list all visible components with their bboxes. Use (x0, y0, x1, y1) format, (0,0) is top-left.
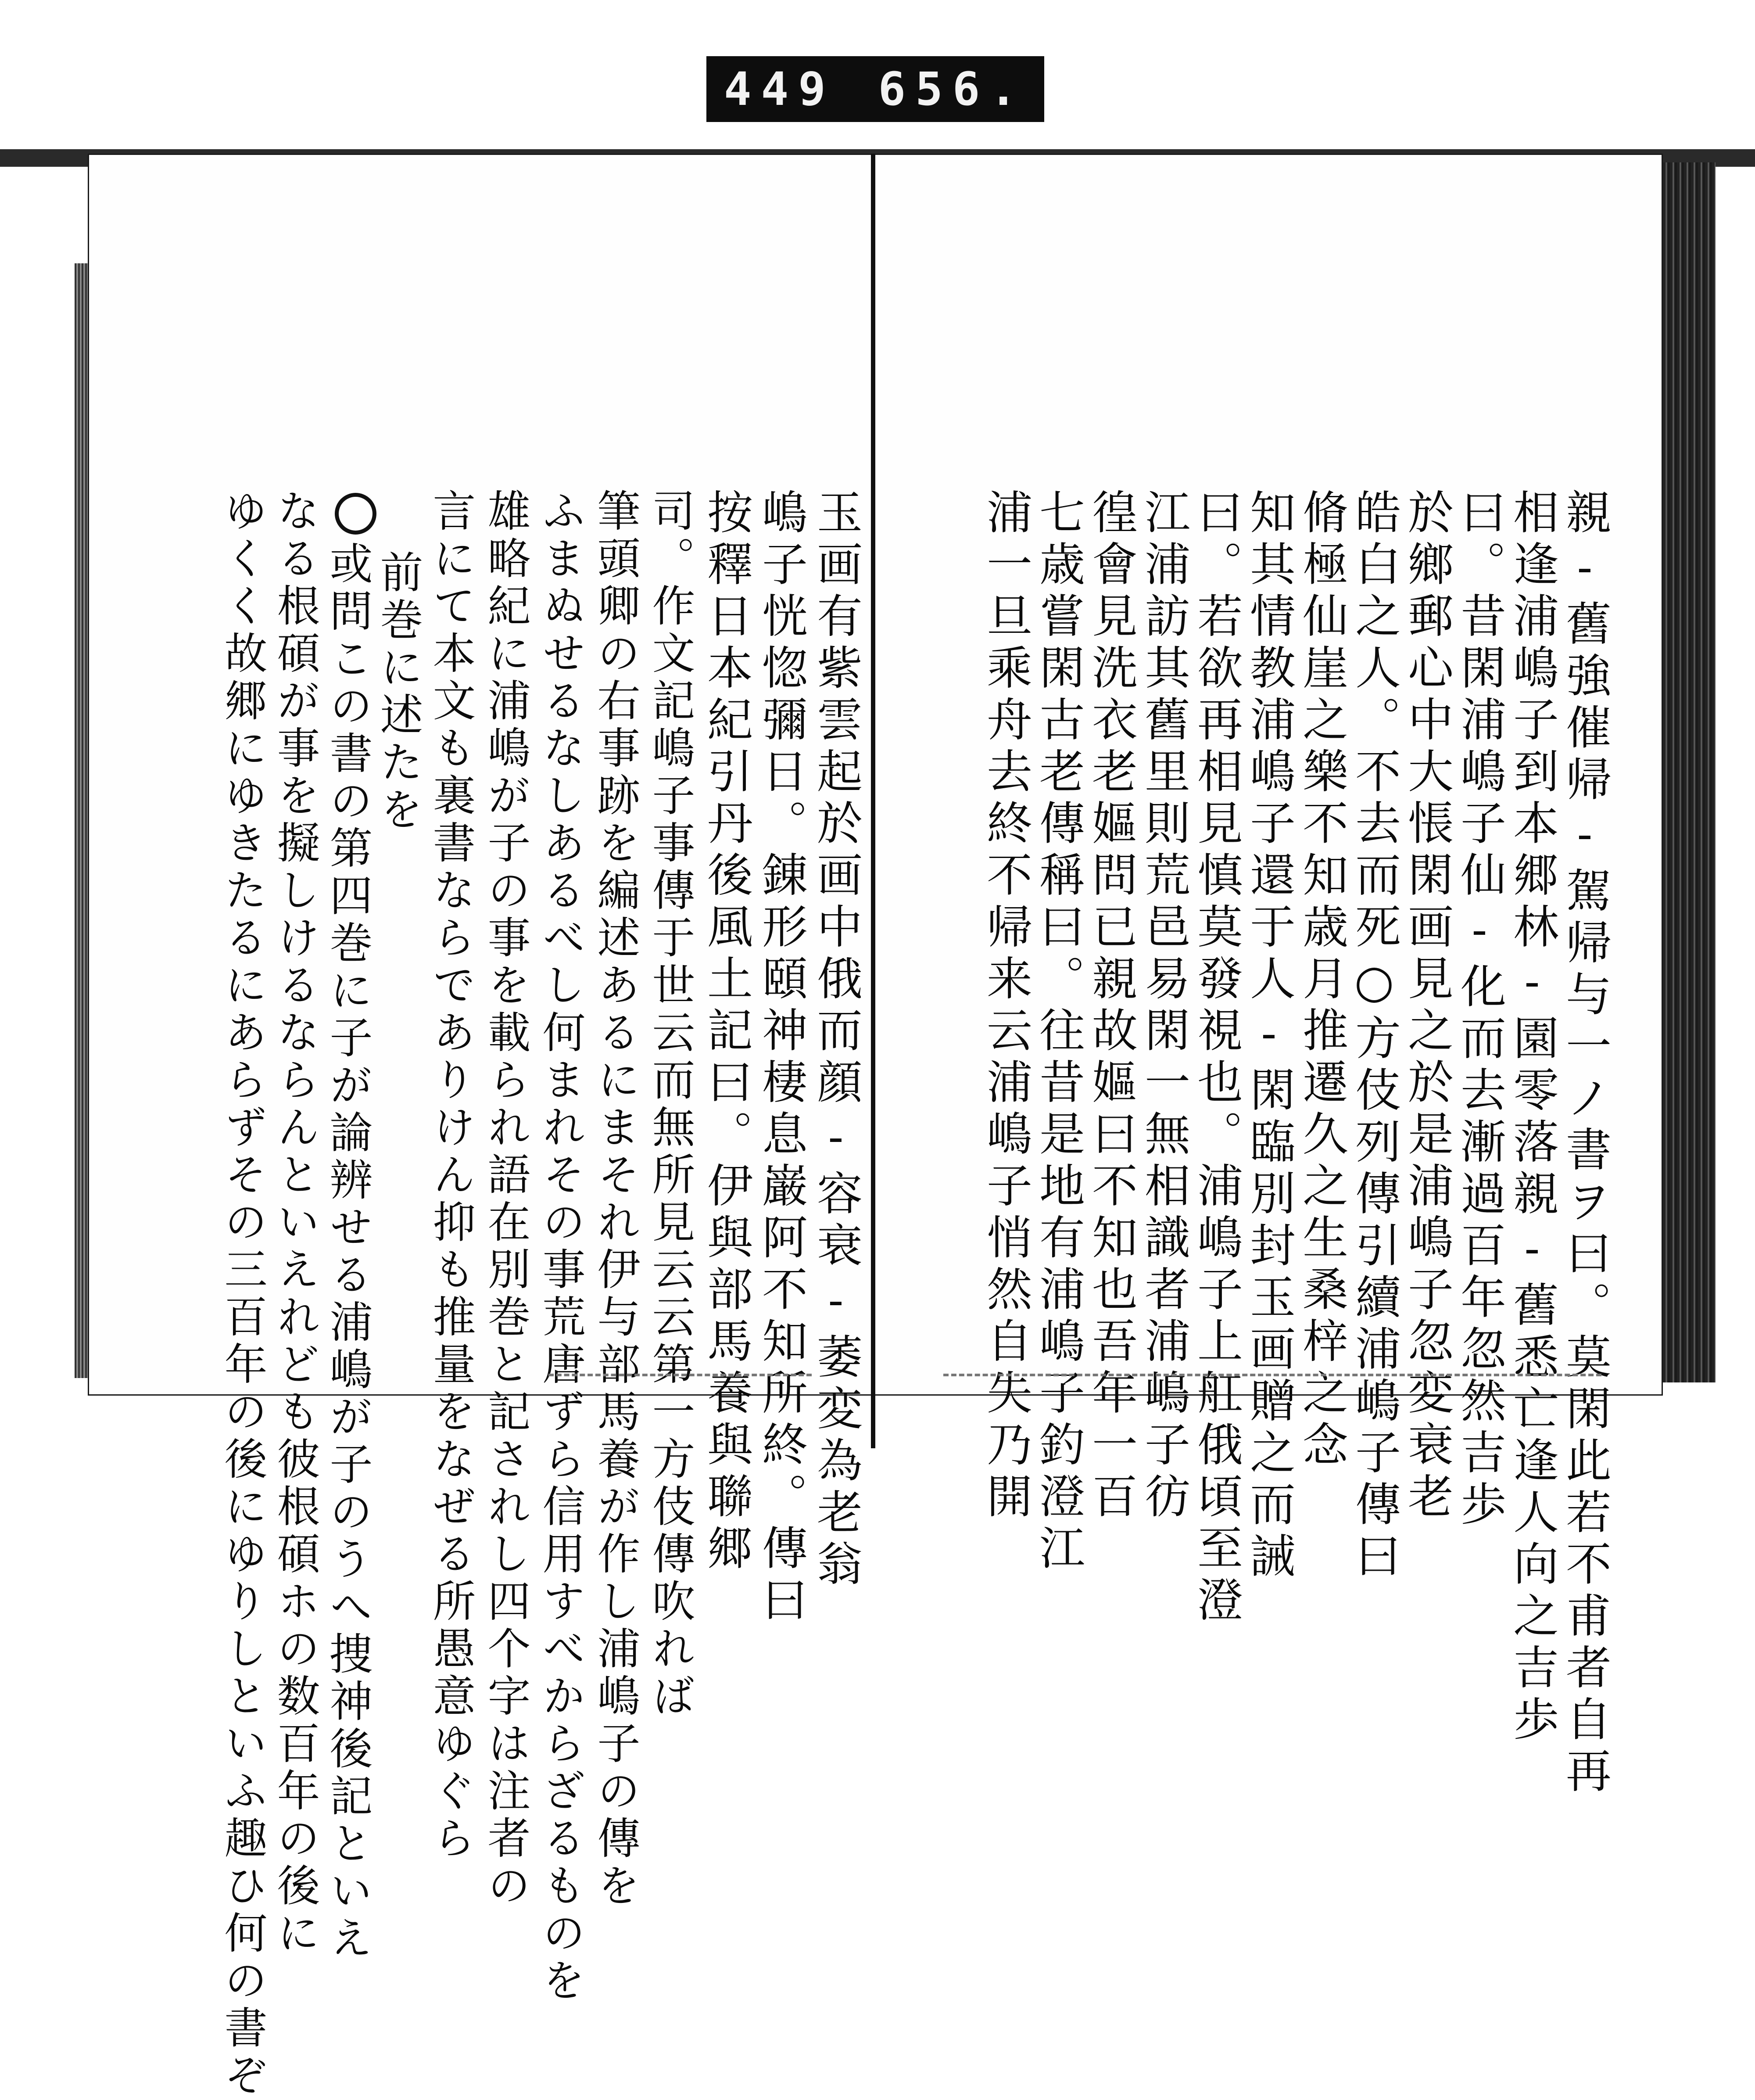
left-column-12: ゆくく故郷にゆきたるにあらずその三百年の後にゆりしといふ趣ひ何の書ぞ (217, 488, 267, 2100)
right-column-11: 七歳嘗閑古老傳稱曰。往昔是地有浦嶋子釣澄江 (1032, 488, 1085, 1576)
left-column-3: 按釋日本紀引丹後風土記曰。伊與部馬養與聯郷 (699, 488, 753, 1576)
frame-number-left: 449 (724, 62, 835, 116)
left-column-4: 司。作文記嶋子事傳于世云而無所見云云第一方伎傳吹れば (645, 488, 695, 1721)
right-column-9: 江浦訪其舊里則荒邑易閑一無相識者浦嶋子彷 (1137, 488, 1190, 1524)
left-column-9: 前巻に述たを (373, 550, 423, 834)
right-column-3: 曰。昔閑浦嶋子仙‐化而去漸過百年忽然吉歩 (1453, 488, 1506, 1532)
book-spine (871, 154, 875, 1448)
right-column-4: 於鄉郵心中大悵閑画見之於是浦嶋子忽変衰老 (1400, 488, 1454, 1524)
left-column-10: 或問この書の第四巻に子が論辨せる浦嶋が子のうへ捜神後記といえ (322, 541, 372, 1963)
right-column-6: 脩極仙崖之樂不知歳月推遷久之生桑梓之念 (1295, 488, 1348, 1472)
right-column-8: 曰。若欲再相見慎莫發視也。浦嶋子上舡俄頃至澄 (1189, 488, 1243, 1628)
left-page-bottom-rule (548, 1374, 812, 1376)
left-column-5: 筆頭卿の右事跡を編述あるにまそれ伊与部馬養が作し浦嶋子の傳を (590, 488, 640, 1910)
right-column-2: 相逢浦嶋子到本郷林‐園零落親‐舊悉亡逢人向之吉歩 (1505, 488, 1559, 1747)
right-column-1: 親‐舊強催帰‐駕帰与一ノ書ヲ曰。莫閑此若不甫者自再 (1558, 488, 1612, 1799)
left-page (88, 154, 878, 2100)
right-page-bottom-rule (943, 1374, 1601, 1376)
left-column-11: なる根碩が事を擬しけるならんといえれども彼根碩ホの数百年の後に (270, 488, 320, 1958)
left-column-7: 雄略紀に浦嶋が子の事を載られ語在別巻と記されし四个字は注者の (480, 488, 530, 1910)
left-column-6: ふまぬせるなしあるべし何まれその事荒唐ずら信用すべからざるものを (535, 488, 585, 2005)
left-column-8: 言にて本文も裏書ならでありけん抑も推量をなぜる所愚意ゆぐら (426, 488, 476, 1863)
right-page (878, 154, 1663, 1799)
right-page-edge (1663, 162, 1716, 1382)
left-column-2: 嶋子恍惚彌日。錬形頤神棲息巌阿不知所終。傳曰 (754, 488, 808, 1628)
left-column-1: 玉画有紫雲起於画中俄而顔‐容衰‐萎変為老翁 (809, 488, 863, 1592)
right-column-5: 皓白之人。不去而死○方伎列傳引續浦嶋子傳曰 (1347, 488, 1401, 1584)
circle-mark-icon (335, 493, 376, 535)
frame-number-right: 656. (878, 62, 1027, 116)
left-page-edge (75, 263, 88, 1378)
right-column-7: 知其情教浦嶋子還于人‐閑臨別封玉画贈之而誡 (1242, 488, 1296, 1584)
film-frame-label (706, 56, 1044, 122)
right-column-10: 徨會見洗衣老嫗問已親故嫗曰不知也吾年一百 (1084, 488, 1138, 1524)
right-column-12: 浦一旦乘舟去終不帰来云浦嶋子悄然自失乃開 (979, 488, 1032, 1524)
